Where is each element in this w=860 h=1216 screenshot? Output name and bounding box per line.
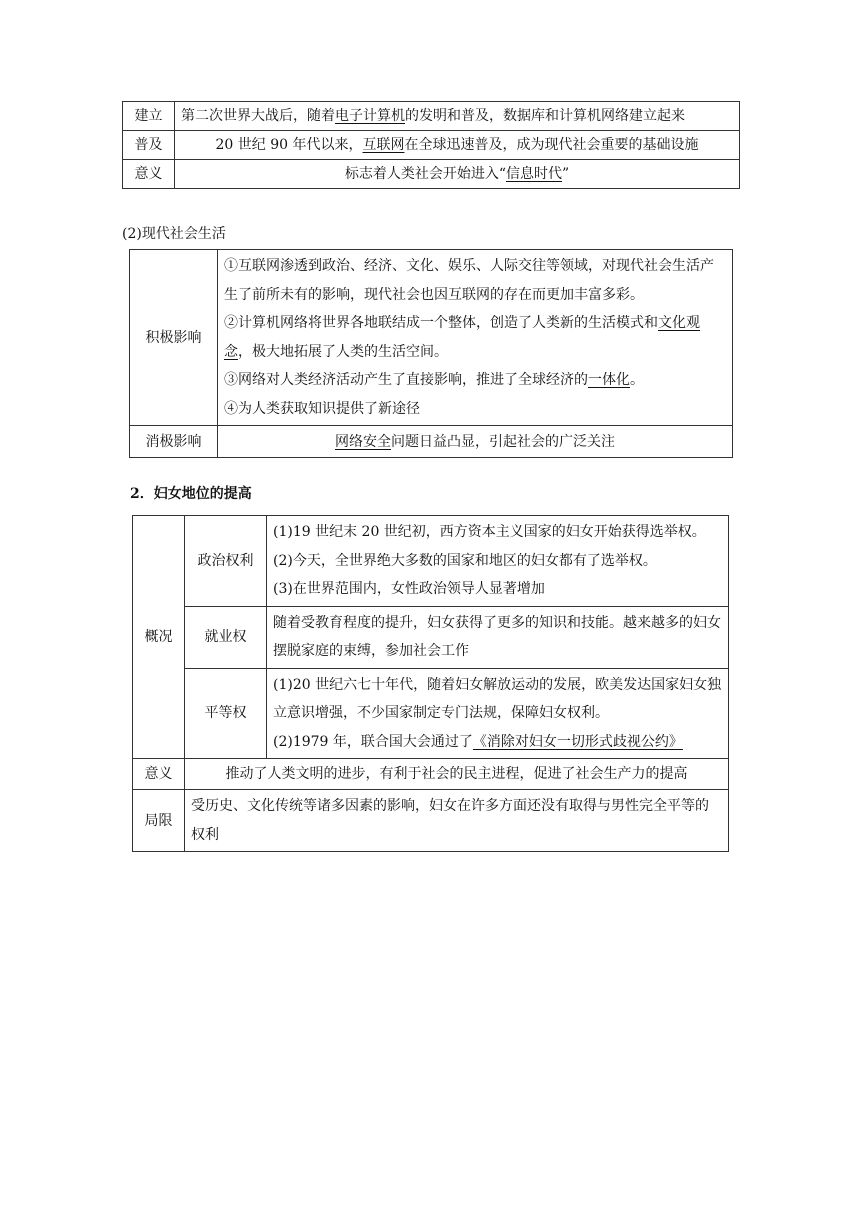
equality-item-2	[273, 728, 722, 757]
underlined-answer: 一体化	[588, 372, 630, 388]
text-segment: 问题日益凸显，引起社会的广泛关注	[391, 433, 615, 450]
women-limitation-label: 局限	[133, 790, 185, 852]
overview-label: 概况	[133, 516, 185, 759]
positive-impact-label: 积极影响	[130, 250, 218, 426]
text-segment: ”	[562, 166, 570, 182]
women-status-table	[132, 515, 729, 852]
table-row	[133, 606, 729, 668]
text-segment: 20 世纪 90 年代以来，	[215, 137, 363, 153]
table-row	[133, 759, 729, 790]
underlined-answer: 互联网	[362, 137, 405, 153]
underlined-answer: 《消除对妇女一切形式歧视公约》	[472, 733, 683, 750]
row-label-popularize: 普及	[123, 131, 175, 160]
political-rights-label: 政治权利	[185, 516, 267, 607]
text-segment: (2)1979 年，联合国大会通过了	[273, 733, 473, 750]
employment-rights-label: 就业权	[185, 606, 267, 668]
row-label-establish: 建立	[123, 102, 175, 131]
text-segment: ①互联网渗透到政治、经济、文化、娱乐、人际交往等领域，对现代社会生活产生了前所未有的影响，现代社会也因互联网的存在而更加丰富多彩。	[224, 258, 714, 303]
underlined-answer: 文化观念	[224, 315, 700, 360]
text-segment: 标志着人类社会开始进入“	[344, 166, 506, 182]
text-segment: ②计算机网络将世界各地联结成一个整体，创造了人类新的生活模式和	[224, 315, 658, 331]
network-development-table	[122, 101, 740, 189]
women-significance-label: 意义	[133, 759, 185, 790]
political-rights-content	[267, 516, 729, 607]
employment-rights-content: 随着受教育程度的提升，妇女获得了更多的知识和技能。越来越多的妇女摆脱家庭的束缚，参加社会工作	[267, 606, 729, 668]
table-row	[123, 160, 740, 189]
modern-life-heading: (2)现代社会生活	[122, 226, 226, 242]
text-segment: ④为人类获取知识提供了新途径	[224, 400, 420, 417]
table-row	[123, 131, 740, 160]
underlined-answer: 网络安全	[335, 433, 391, 450]
table-row	[133, 516, 729, 607]
row-label-significance: 意义	[123, 160, 175, 189]
positive-item-4	[224, 395, 726, 424]
political-item-3: (3)在世界范围内，女性政治领导人显著增加	[273, 581, 545, 597]
positive-impact-content	[218, 250, 733, 426]
women-significance-content: 推动了人类文明的进步，有利于社会的民主进程，促进了社会生产力的提高	[185, 759, 729, 790]
row-content-significance	[175, 160, 740, 189]
equality-item-1	[273, 671, 722, 728]
equality-rights-content	[267, 668, 729, 759]
underlined-answer: 电子计算机	[335, 108, 405, 124]
underlined-answer: 信息时代	[506, 166, 562, 182]
women-status-heading: 2．妇女地位的提高	[130, 486, 252, 502]
text-segment: 。	[630, 372, 644, 388]
positive-item-3	[224, 366, 726, 395]
positive-item-2	[224, 309, 726, 366]
positive-item-1	[224, 252, 726, 309]
row-content-establish	[175, 102, 740, 131]
women-limitation-content: 受历史、文化传统等诸多因素的影响，妇女在许多方面还没有取得与男性完全平等的权利	[185, 790, 729, 852]
text-segment: ③网络对人类经济活动产生了直接影响，推进了全球经济的	[224, 372, 588, 388]
table-row	[133, 668, 729, 759]
text-segment: ，极大地拓展了人类的生活空间。	[238, 343, 448, 360]
text-segment: 的发明和普及，数据库和计算机网络建立起来	[405, 108, 685, 124]
text-segment: (1)20 世纪六七十年代，随着妇女解放运动的发展，欧美发达国家妇女独立意识增强，不少国家制定专门法规，保障妇女权利。	[273, 676, 722, 721]
row-content-popularize	[175, 131, 740, 160]
political-item-2: (2)今天，全世界绝大多数的国家和地区的妇女都有了选举权。	[273, 552, 657, 569]
table-row	[133, 790, 729, 852]
table-row	[130, 426, 733, 458]
table-row	[123, 102, 740, 131]
modern-life-table	[129, 249, 733, 458]
table-row	[130, 250, 733, 426]
equality-rights-label: 平等权	[185, 668, 267, 759]
political-item-1: (1)19 世纪末 20 世纪初，西方资本主义国家的妇女开始获得选举权。	[273, 524, 706, 540]
text-segment: 在全球迅速普及，成为现代社会重要的基础设施	[404, 137, 699, 153]
text-segment: 第二次世界大战后，随着	[181, 108, 335, 124]
negative-impact-content	[218, 426, 733, 458]
negative-impact-label: 消极影响	[130, 426, 218, 458]
